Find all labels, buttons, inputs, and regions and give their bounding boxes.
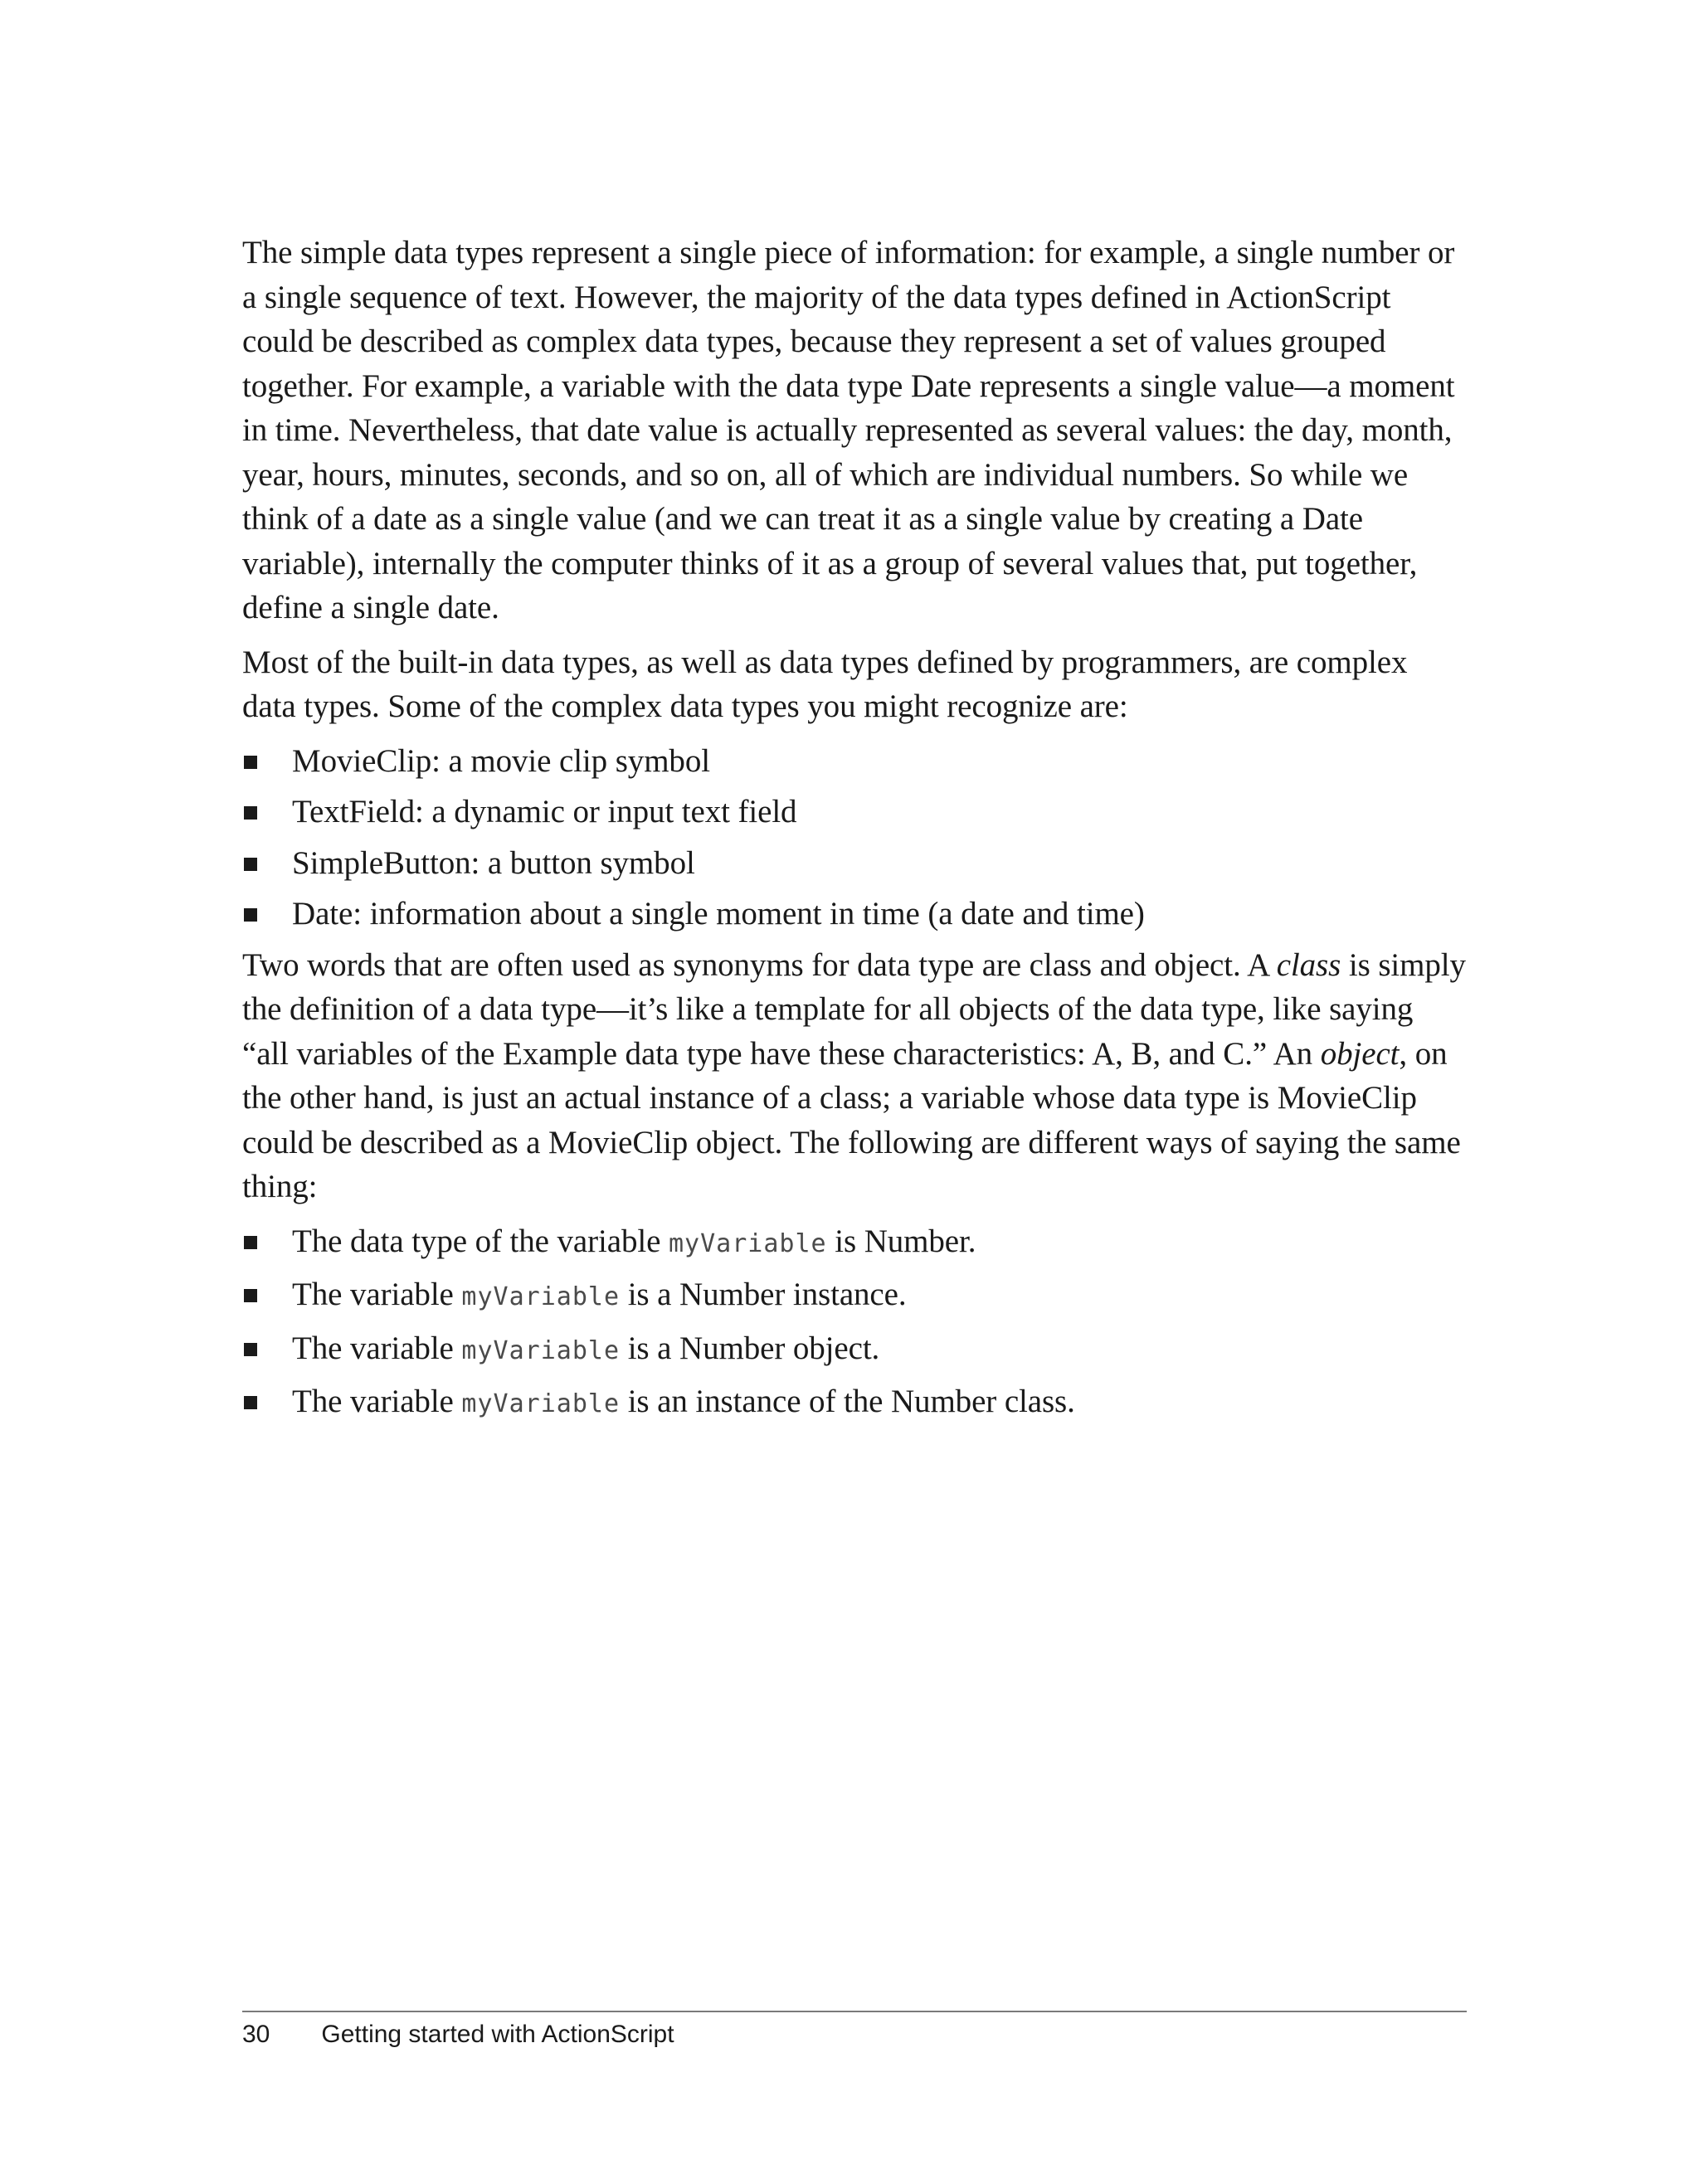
list-item-text: MovieClip: a movie clip symbol — [292, 742, 710, 779]
square-bullet-icon — [244, 1396, 257, 1409]
square-bullet-icon — [244, 858, 257, 871]
square-bullet-icon — [244, 806, 257, 820]
list-item-text: Date: information about a single moment in time (a date and time) — [292, 896, 1145, 931]
code-variable-name: myVariable — [461, 1389, 621, 1418]
list-item-text: SimpleButton: a button symbol — [292, 844, 695, 881]
footer-divider — [242, 2011, 1467, 2012]
list-item — [242, 1272, 1467, 1320]
list-item-text: is Number. — [826, 1223, 976, 1259]
code-variable-name: myVariable — [461, 1282, 621, 1311]
intro-paragraph: The simple data types represent a single piece of information: for example, a single number or a single sequence of text. However, the majority of the data types defined in ActionScript could be described as complex data types, because they represent a set of values grouped together. For example, a variable with the data type Date represents a single value—a moment in time. Nevertheless, that date value is actually represented as several values: the day, month, year, hours, minutes, seconds, and so on, all of which are individual numbers. So while we think of a date as a single value (and we can treat it as a single value by creating a Date variable), internally the computer thinks of it as a group of several values that, put together, define a single date. — [242, 235, 1455, 625]
chapter-title: Getting started with ActionScript — [321, 2021, 674, 2048]
page-body — [242, 231, 1467, 1433]
list-item — [242, 739, 1467, 784]
list-item — [242, 841, 1467, 886]
list-item-text: is a Number object. — [620, 1330, 880, 1366]
square-bullet-icon — [244, 756, 257, 769]
code-variable-name: myVariable — [668, 1228, 827, 1258]
term-object: object — [1320, 1035, 1400, 1072]
list-item-text: TextField: a dynamic or input text field — [292, 794, 797, 829]
equivalent-statements-list — [242, 1219, 1467, 1427]
list-item-text: is a Number instance. — [620, 1277, 907, 1312]
paragraph-text: Two words that are often used as synonyms for data type are class and object. A — [242, 946, 1277, 983]
list-item-text: is an instance of the Number class. — [620, 1384, 1075, 1419]
square-bullet-icon — [244, 1343, 257, 1356]
complex-types-list — [242, 739, 1467, 936]
class-object-paragraph — [242, 943, 1467, 1209]
paragraph-text: is simply the definition of a data type—it’s like a template for all objects of the data type, like saying “all variables of the Example data type have these characteristics: A, B, and C.” An — [242, 946, 1466, 1072]
list-item — [242, 1219, 1467, 1267]
complex-types-intro-paragraph: Most of the built-in data types, as well as data types defined by programmers, are complex data types. Some of the complex data types you might recognize are: — [242, 644, 1408, 724]
page-number: 30 — [242, 2021, 270, 2048]
square-bullet-icon — [244, 1236, 257, 1249]
list-item — [242, 1326, 1467, 1374]
term-class: class — [1276, 946, 1341, 983]
list-item-text: The variable — [292, 1330, 462, 1366]
list-item-text: The variable — [292, 1384, 462, 1419]
list-item — [242, 1379, 1467, 1427]
list-item-text: The data type of the variable — [292, 1223, 669, 1259]
paragraph-text: , on the other hand, is just an actual instance of a class; a variable whose data type is MovieClip could be described as a MovieClip object. The following are different ways of saying the same thing: — [242, 1035, 1461, 1204]
square-bullet-icon — [244, 1289, 257, 1302]
page-footer — [242, 2021, 674, 2049]
list-item — [242, 892, 1467, 936]
square-bullet-icon — [244, 908, 257, 922]
list-item-text: The variable — [292, 1277, 462, 1312]
list-item — [242, 790, 1467, 834]
code-variable-name: myVariable — [461, 1335, 621, 1365]
